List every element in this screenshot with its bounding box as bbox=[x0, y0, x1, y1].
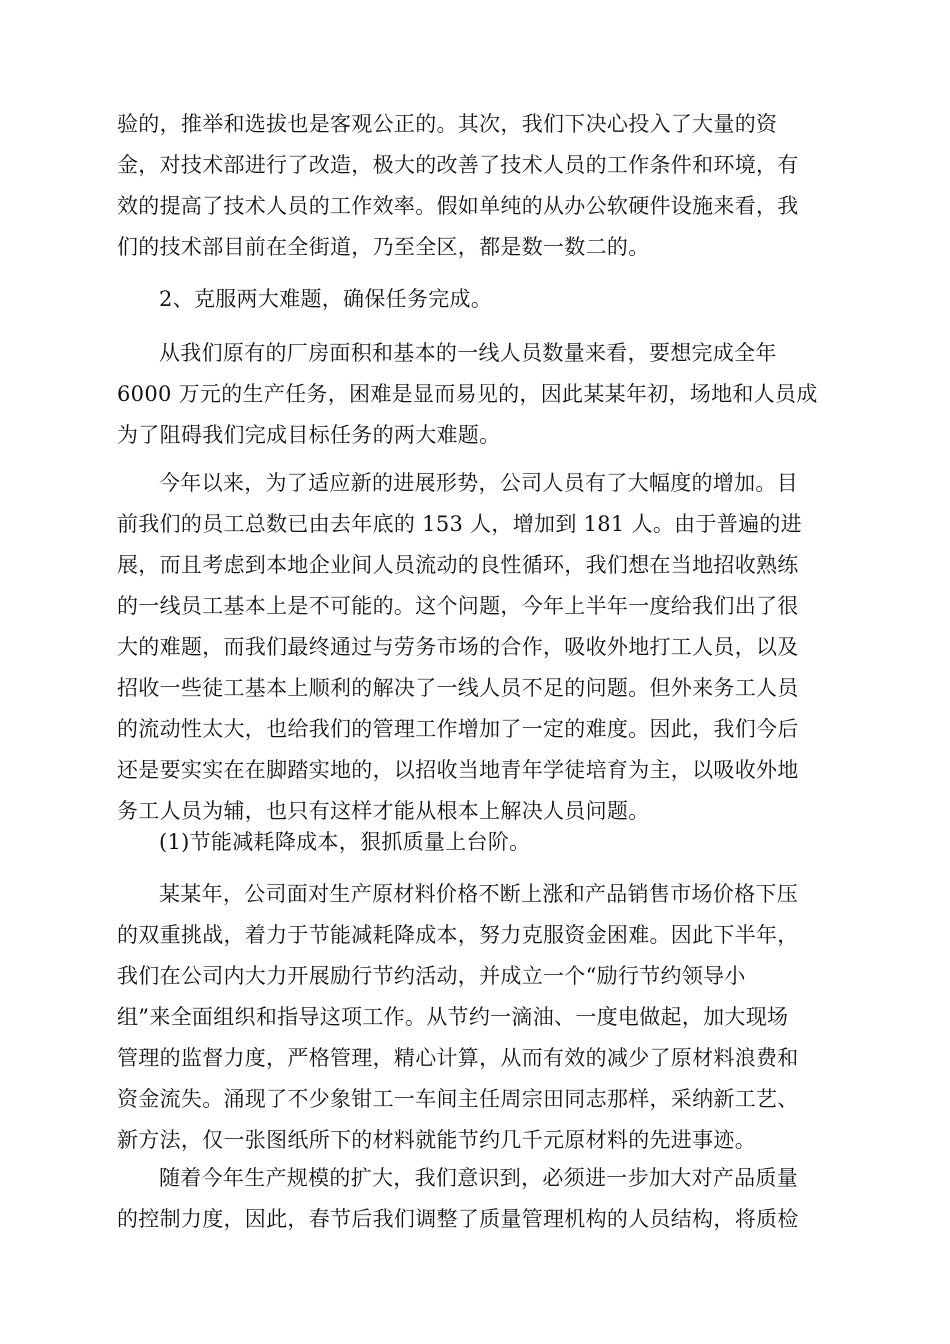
paragraph-line: 随着今年生产规模的扩大，我们意识到，必须进一步加大对产品质量 bbox=[159, 1166, 798, 1190]
paragraph-line: 还是要实实在在脚踏实地的，以招收当地青年学徒培育为主，以吸收外地 bbox=[117, 758, 799, 782]
paragraph-line: 资金流失。涌现了不少象钳工一车间主任周宗田同志那样，采纳新工艺、 bbox=[117, 1087, 799, 1111]
section-heading: 2、克服两大难题，确保任务完成。 bbox=[159, 287, 493, 311]
paragraph-line: 效的提高了技术人员的工作效率。假如单纯的从办公软硬件设施来看，我 bbox=[117, 194, 799, 218]
paragraph-3 bbox=[117, 333, 833, 456]
paragraph-1 bbox=[117, 104, 833, 268]
paragraph-line: 们的技术部目前在全街道，乃至全区，都是数一数二的。 bbox=[117, 235, 650, 259]
paragraph-line: 的一线员工基本上是不可能的。这个问题，今年上半年一度给我们出了很 bbox=[117, 594, 799, 618]
paragraph-line: 金，对技术部进行了改造，极大的改善了技术人员的工作条件和环境，有 bbox=[117, 153, 799, 177]
paragraph-line: 组”来全面组织和指导这项工作。从节约一滴油、一度电做起，加大现场 bbox=[117, 1005, 789, 1029]
paragraph-line: 管理的监督力度，严格管理，精心计算，从而有效的减少了原材料浪费和 bbox=[117, 1046, 799, 1070]
paragraph-line: 大的难题，而我们最终通过与劳务市场的合作，吸收外地打工人员，以及 bbox=[117, 635, 799, 659]
paragraph-6 bbox=[117, 874, 833, 1161]
paragraph-line: 6000 万元的生产任务，困难是显而易见的，因此某某年初，场地和人员成 bbox=[117, 382, 818, 406]
paragraph-line: 新方法，仅一张图纸所下的材料就能节约几千元原材料的先进事迹。 bbox=[117, 1128, 756, 1152]
paragraph-2-heading bbox=[117, 279, 833, 320]
paragraph-line: 的控制力度，因此，春节后我们调整了质量管理机构的人员结构，将质检 bbox=[117, 1207, 799, 1231]
paragraph-line: 今年以来，为了适应新的进展形势，公司人员有了大幅度的增加。目 bbox=[159, 471, 798, 495]
paragraph-line: 某某年，公司面对生产原材料价格不断上涨和产品销售市场价格下压 bbox=[159, 882, 798, 906]
paragraph-line: 的双重挑战，着力于节能减耗降成本，努力克服资金困难。因此下半年， bbox=[117, 923, 799, 947]
paragraph-7 bbox=[117, 1158, 833, 1240]
paragraph-line: 为了阻碍我们完成目标任务的两大难题。 bbox=[117, 423, 501, 447]
paragraph-4 bbox=[117, 463, 833, 832]
paragraph-line: 展，而且考虑到本地企业间人员流动的良性循环，我们想在当地招收熟练 bbox=[117, 553, 799, 577]
section-heading: (1)节能减耗降成本，狠抓质量上台阶。 bbox=[159, 830, 531, 854]
paragraph-line: 招收一些徒工基本上顺利的解决了一线人员不足的问题。但外来务工人员 bbox=[117, 676, 799, 700]
paragraph-line: 前我们的员工总数已由去年底的 153 人，增加到 181 人。由于普遍的进 bbox=[117, 512, 802, 536]
paragraph-line: 验的，推举和选拔也是客观公正的。其次，我们下决心投入了大量的资 bbox=[117, 112, 778, 136]
paragraph-line: 的流动性太大，也给我们的管理工作增加了一定的难度。因此，我们今后 bbox=[117, 717, 799, 741]
paragraph-line: 我们在公司内大力开展励行节约活动，并成立一个“励行节约领导小 bbox=[117, 964, 746, 988]
paragraph-5-heading bbox=[117, 822, 833, 863]
paragraph-line: 务工人员为辅，也只有这样才能从根本上解决人员问题。 bbox=[117, 799, 650, 823]
paragraph-line: 从我们原有的厂房面积和基本的一线人员数量来看，要想完成全年 bbox=[159, 341, 777, 365]
